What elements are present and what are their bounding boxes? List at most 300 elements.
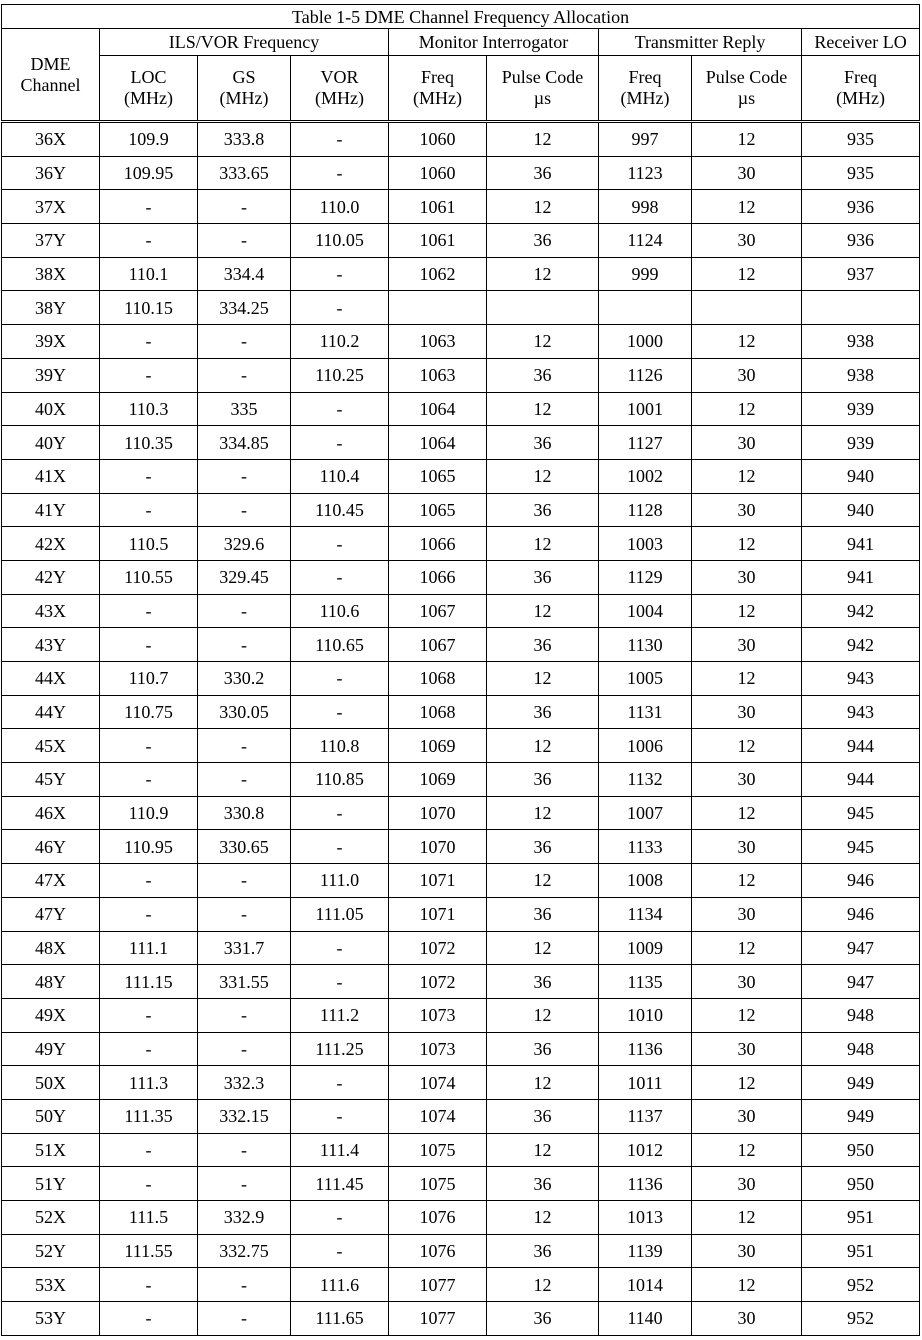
table-row bbox=[2, 122, 920, 157]
cell-transmitter-freq: 1135 bbox=[599, 965, 692, 999]
cell-transmitter-pulse-code: 12 bbox=[692, 998, 802, 1032]
cell-monitor-pulse-code: 12 bbox=[487, 527, 599, 561]
header-transmitter-pulse-code-line2: µs bbox=[737, 88, 756, 108]
cell-loc: - bbox=[100, 729, 198, 763]
cell-loc: - bbox=[100, 864, 198, 898]
header-monitor-pulse-code-line2: µs bbox=[533, 88, 552, 108]
table-row bbox=[2, 1302, 920, 1336]
cell-monitor-freq: 1073 bbox=[389, 1032, 487, 1066]
cell-transmitter-pulse-code: 30 bbox=[692, 493, 802, 527]
cell-monitor-pulse-code: 36 bbox=[487, 763, 599, 797]
header-vor-line1: VOR bbox=[320, 67, 359, 87]
cell-vor: - bbox=[291, 527, 389, 561]
dme-frequency-table bbox=[1, 4, 920, 1336]
cell-transmitter-freq: 1001 bbox=[599, 392, 692, 426]
cell-receiver-freq: 942 bbox=[802, 594, 920, 628]
cell-transmitter-pulse-code: 12 bbox=[692, 1133, 802, 1167]
header-monitor-pulse-code bbox=[487, 56, 599, 122]
cell-transmitter-pulse-code: 30 bbox=[692, 1234, 802, 1268]
cell-gs: - bbox=[198, 224, 291, 258]
cell-transmitter-freq: 1009 bbox=[599, 931, 692, 965]
cell-gs: 333.65 bbox=[198, 156, 291, 190]
cell-receiver-freq: 951 bbox=[802, 1234, 920, 1268]
cell-channel: 45X bbox=[2, 729, 100, 763]
cell-vor: - bbox=[291, 392, 389, 426]
cell-vor: - bbox=[291, 830, 389, 864]
cell-vor: - bbox=[291, 1234, 389, 1268]
cell-monitor-pulse-code: 12 bbox=[487, 662, 599, 696]
cell-receiver-freq: 950 bbox=[802, 1133, 920, 1167]
cell-vor: - bbox=[291, 1201, 389, 1235]
header-transmitter-freq-line1: Freq bbox=[628, 67, 662, 87]
cell-channel: 50Y bbox=[2, 1099, 100, 1133]
cell-loc: 110.75 bbox=[100, 695, 198, 729]
cell-transmitter-freq: 1011 bbox=[599, 1066, 692, 1100]
cell-vor: - bbox=[291, 156, 389, 190]
cell-transmitter-freq: 1013 bbox=[599, 1201, 692, 1235]
cell-loc: - bbox=[100, 1133, 198, 1167]
header-monitor-pulse-code-line1: Pulse Code bbox=[501, 67, 584, 87]
header-vor-line2: (MHz) bbox=[315, 88, 364, 108]
cell-gs: 333.8 bbox=[198, 122, 291, 157]
table-row bbox=[2, 1201, 920, 1235]
cell-channel: 52X bbox=[2, 1201, 100, 1235]
cell-transmitter-freq: 1131 bbox=[599, 695, 692, 729]
cell-monitor-freq: 1062 bbox=[389, 257, 487, 291]
cell-vor: 110.0 bbox=[291, 190, 389, 224]
cell-channel: 44Y bbox=[2, 695, 100, 729]
cell-receiver-freq: 939 bbox=[802, 392, 920, 426]
cell-receiver-freq: 940 bbox=[802, 459, 920, 493]
cell-vor: - bbox=[291, 426, 389, 460]
cell-transmitter-pulse-code bbox=[692, 291, 802, 325]
cell-receiver-freq: 937 bbox=[802, 257, 920, 291]
cell-transmitter-pulse-code: 30 bbox=[692, 763, 802, 797]
cell-transmitter-pulse-code: 12 bbox=[692, 122, 802, 157]
cell-transmitter-pulse-code: 30 bbox=[692, 695, 802, 729]
cell-monitor-pulse-code: 12 bbox=[487, 796, 599, 830]
cell-transmitter-pulse-code: 12 bbox=[692, 459, 802, 493]
cell-transmitter-freq: 1133 bbox=[599, 830, 692, 864]
cell-monitor-freq: 1060 bbox=[389, 122, 487, 157]
cell-gs: 332.9 bbox=[198, 1201, 291, 1235]
cell-monitor-pulse-code: 12 bbox=[487, 1268, 599, 1302]
cell-transmitter-pulse-code: 30 bbox=[692, 628, 802, 662]
cell-receiver-freq: 947 bbox=[802, 931, 920, 965]
cell-monitor-pulse-code: 36 bbox=[487, 965, 599, 999]
cell-vor: 110.85 bbox=[291, 763, 389, 797]
cell-loc: - bbox=[100, 998, 198, 1032]
cell-transmitter-freq: 1007 bbox=[599, 796, 692, 830]
cell-receiver-freq: 950 bbox=[802, 1167, 920, 1201]
cell-receiver-freq: 938 bbox=[802, 325, 920, 359]
cell-transmitter-freq: 1132 bbox=[599, 763, 692, 797]
cell-vor: 110.45 bbox=[291, 493, 389, 527]
cell-transmitter-pulse-code: 12 bbox=[692, 1066, 802, 1100]
cell-transmitter-pulse-code: 12 bbox=[692, 796, 802, 830]
cell-transmitter-pulse-code: 30 bbox=[692, 358, 802, 392]
table-row bbox=[2, 291, 920, 325]
cell-receiver-freq: 940 bbox=[802, 493, 920, 527]
table-row bbox=[2, 1268, 920, 1302]
cell-channel: 47X bbox=[2, 864, 100, 898]
cell-gs: 334.25 bbox=[198, 291, 291, 325]
cell-receiver-freq: 944 bbox=[802, 729, 920, 763]
cell-transmitter-freq: 1136 bbox=[599, 1167, 692, 1201]
cell-transmitter-pulse-code: 12 bbox=[692, 1268, 802, 1302]
cell-transmitter-pulse-code: 30 bbox=[692, 1167, 802, 1201]
cell-loc: 110.3 bbox=[100, 392, 198, 426]
table-row bbox=[2, 1133, 920, 1167]
cell-transmitter-freq: 1140 bbox=[599, 1302, 692, 1336]
cell-transmitter-freq: 1127 bbox=[599, 426, 692, 460]
cell-loc: 109.95 bbox=[100, 156, 198, 190]
cell-monitor-freq: 1068 bbox=[389, 695, 487, 729]
cell-gs: 330.05 bbox=[198, 695, 291, 729]
table-row bbox=[2, 493, 920, 527]
cell-vor: 110.8 bbox=[291, 729, 389, 763]
cell-gs: - bbox=[198, 628, 291, 662]
table-row bbox=[2, 830, 920, 864]
table-row bbox=[2, 156, 920, 190]
cell-monitor-pulse-code: 12 bbox=[487, 864, 599, 898]
cell-loc: - bbox=[100, 1302, 198, 1336]
cell-transmitter-pulse-code: 30 bbox=[692, 156, 802, 190]
header-gs-line1: GS bbox=[232, 67, 256, 87]
group-monitor-interrogator: Monitor Interrogator bbox=[389, 29, 599, 56]
header-receiver-freq-line1: Freq bbox=[844, 67, 878, 87]
cell-transmitter-freq: 1130 bbox=[599, 628, 692, 662]
cell-channel: 42Y bbox=[2, 560, 100, 594]
cell-loc: - bbox=[100, 325, 198, 359]
cell-channel: 43Y bbox=[2, 628, 100, 662]
cell-transmitter-pulse-code: 30 bbox=[692, 426, 802, 460]
table-row bbox=[2, 864, 920, 898]
cell-channel: 47Y bbox=[2, 897, 100, 931]
header-dme-channel-line1: DME bbox=[30, 53, 71, 74]
cell-gs: 334.85 bbox=[198, 426, 291, 460]
cell-loc: 111.5 bbox=[100, 1201, 198, 1235]
cell-monitor-freq: 1065 bbox=[389, 459, 487, 493]
cell-loc: - bbox=[100, 763, 198, 797]
cell-gs: - bbox=[198, 358, 291, 392]
cell-vor: - bbox=[291, 291, 389, 325]
group-transmitter-reply: Transmitter Reply bbox=[599, 29, 802, 56]
cell-receiver-freq: 947 bbox=[802, 965, 920, 999]
cell-monitor-pulse-code: 36 bbox=[487, 426, 599, 460]
cell-channel: 53X bbox=[2, 1268, 100, 1302]
cell-monitor-freq: 1065 bbox=[389, 493, 487, 527]
cell-transmitter-freq: 1010 bbox=[599, 998, 692, 1032]
cell-gs: - bbox=[198, 1302, 291, 1336]
cell-loc: - bbox=[100, 224, 198, 258]
cell-transmitter-pulse-code: 12 bbox=[692, 325, 802, 359]
cell-transmitter-freq: 998 bbox=[599, 190, 692, 224]
cell-vor: - bbox=[291, 796, 389, 830]
cell-channel: 48Y bbox=[2, 965, 100, 999]
cell-channel: 53Y bbox=[2, 1302, 100, 1336]
cell-monitor-freq: 1060 bbox=[389, 156, 487, 190]
cell-receiver-freq: 949 bbox=[802, 1099, 920, 1133]
cell-transmitter-freq: 1005 bbox=[599, 662, 692, 696]
cell-channel: 43X bbox=[2, 594, 100, 628]
cell-monitor-freq: 1061 bbox=[389, 190, 487, 224]
cell-monitor-pulse-code: 36 bbox=[487, 560, 599, 594]
cell-monitor-freq: 1061 bbox=[389, 224, 487, 258]
cell-monitor-pulse-code: 12 bbox=[487, 729, 599, 763]
cell-monitor-pulse-code: 12 bbox=[487, 459, 599, 493]
cell-gs: 330.8 bbox=[198, 796, 291, 830]
cell-channel: 49Y bbox=[2, 1032, 100, 1066]
cell-monitor-freq: 1067 bbox=[389, 628, 487, 662]
cell-gs: - bbox=[198, 1167, 291, 1201]
cell-receiver-freq: 941 bbox=[802, 560, 920, 594]
cell-monitor-pulse-code: 36 bbox=[487, 493, 599, 527]
cell-channel: 40X bbox=[2, 392, 100, 426]
table-row bbox=[2, 527, 920, 561]
cell-monitor-pulse-code: 36 bbox=[487, 830, 599, 864]
cell-monitor-pulse-code: 36 bbox=[487, 358, 599, 392]
cell-receiver-freq: 948 bbox=[802, 1032, 920, 1066]
cell-vor: - bbox=[291, 965, 389, 999]
cell-transmitter-freq: 1128 bbox=[599, 493, 692, 527]
table-row bbox=[2, 662, 920, 696]
header-transmitter-pulse-code-line1: Pulse Code bbox=[705, 67, 788, 87]
cell-channel: 46X bbox=[2, 796, 100, 830]
cell-loc: - bbox=[100, 897, 198, 931]
cell-monitor-pulse-code: 12 bbox=[487, 257, 599, 291]
cell-monitor-freq: 1075 bbox=[389, 1167, 487, 1201]
cell-loc: - bbox=[100, 594, 198, 628]
cell-transmitter-freq: 1136 bbox=[599, 1032, 692, 1066]
table-row bbox=[2, 897, 920, 931]
cell-monitor-pulse-code: 36 bbox=[487, 1302, 599, 1336]
table-row bbox=[2, 1066, 920, 1100]
cell-transmitter-freq: 1014 bbox=[599, 1268, 692, 1302]
cell-monitor-freq: 1066 bbox=[389, 560, 487, 594]
header-monitor-freq-line2: (MHz) bbox=[413, 88, 462, 108]
table-row bbox=[2, 796, 920, 830]
cell-vor: - bbox=[291, 1099, 389, 1133]
cell-channel: 52Y bbox=[2, 1234, 100, 1268]
cell-transmitter-pulse-code: 30 bbox=[692, 1302, 802, 1336]
cell-receiver-freq: 948 bbox=[802, 998, 920, 1032]
cell-transmitter-pulse-code: 12 bbox=[692, 594, 802, 628]
cell-monitor-pulse-code: 36 bbox=[487, 1032, 599, 1066]
cell-monitor-freq: 1072 bbox=[389, 931, 487, 965]
cell-loc: - bbox=[100, 1268, 198, 1302]
cell-monitor-freq: 1077 bbox=[389, 1268, 487, 1302]
cell-monitor-pulse-code: 12 bbox=[487, 1201, 599, 1235]
cell-loc: 110.5 bbox=[100, 527, 198, 561]
cell-loc: 111.55 bbox=[100, 1234, 198, 1268]
cell-gs: 332.15 bbox=[198, 1099, 291, 1133]
table-row bbox=[2, 965, 920, 999]
cell-loc: - bbox=[100, 358, 198, 392]
cell-vor: - bbox=[291, 695, 389, 729]
cell-loc: - bbox=[100, 628, 198, 662]
header-dme-channel bbox=[2, 29, 100, 122]
cell-transmitter-freq: 1137 bbox=[599, 1099, 692, 1133]
cell-transmitter-freq: 997 bbox=[599, 122, 692, 157]
cell-loc: 110.15 bbox=[100, 291, 198, 325]
cell-loc: 111.3 bbox=[100, 1066, 198, 1100]
table-row bbox=[2, 257, 920, 291]
cell-channel: 50X bbox=[2, 1066, 100, 1100]
cell-receiver-freq: 939 bbox=[802, 426, 920, 460]
cell-gs: - bbox=[198, 1133, 291, 1167]
cell-vor: 110.4 bbox=[291, 459, 389, 493]
cell-loc: - bbox=[100, 190, 198, 224]
cell-loc: 111.15 bbox=[100, 965, 198, 999]
cell-channel: 51Y bbox=[2, 1167, 100, 1201]
cell-gs: - bbox=[198, 897, 291, 931]
cell-loc: 110.9 bbox=[100, 796, 198, 830]
cell-receiver-freq: 946 bbox=[802, 897, 920, 931]
table-row bbox=[2, 224, 920, 258]
table-caption: Table 1-5 DME Channel Frequency Allocation bbox=[2, 5, 920, 29]
cell-vor: 111.4 bbox=[291, 1133, 389, 1167]
cell-monitor-freq: 1074 bbox=[389, 1099, 487, 1133]
header-loc bbox=[100, 56, 198, 122]
cell-monitor-pulse-code: 36 bbox=[487, 1234, 599, 1268]
cell-transmitter-pulse-code: 12 bbox=[692, 729, 802, 763]
cell-channel: 49X bbox=[2, 998, 100, 1032]
cell-loc: - bbox=[100, 493, 198, 527]
cell-vor: - bbox=[291, 662, 389, 696]
group-receiver-lo: Receiver LO bbox=[802, 29, 920, 56]
cell-transmitter-pulse-code: 30 bbox=[692, 224, 802, 258]
cell-transmitter-pulse-code: 12 bbox=[692, 1201, 802, 1235]
header-loc-line1: LOC bbox=[130, 67, 167, 87]
cell-receiver-freq: 949 bbox=[802, 1066, 920, 1100]
cell-gs: 330.65 bbox=[198, 830, 291, 864]
cell-monitor-freq: 1070 bbox=[389, 830, 487, 864]
table-row bbox=[2, 358, 920, 392]
cell-vor: - bbox=[291, 931, 389, 965]
cell-transmitter-freq: 1000 bbox=[599, 325, 692, 359]
header-receiver-freq bbox=[802, 56, 920, 122]
table-row bbox=[2, 998, 920, 1032]
cell-loc: - bbox=[100, 1167, 198, 1201]
cell-gs: 335 bbox=[198, 392, 291, 426]
cell-vor: 110.2 bbox=[291, 325, 389, 359]
cell-channel: 45Y bbox=[2, 763, 100, 797]
cell-transmitter-pulse-code: 12 bbox=[692, 931, 802, 965]
cell-monitor-pulse-code: 36 bbox=[487, 695, 599, 729]
cell-vor: 110.6 bbox=[291, 594, 389, 628]
cell-gs: 329.45 bbox=[198, 560, 291, 594]
cell-monitor-pulse-code: 12 bbox=[487, 325, 599, 359]
cell-receiver-freq: 943 bbox=[802, 662, 920, 696]
cell-vor: 111.0 bbox=[291, 864, 389, 898]
cell-vor: 111.05 bbox=[291, 897, 389, 931]
cell-gs: 332.75 bbox=[198, 1234, 291, 1268]
header-monitor-freq-line1: Freq bbox=[421, 67, 454, 87]
cell-channel: 41X bbox=[2, 459, 100, 493]
table-row bbox=[2, 931, 920, 965]
cell-monitor-pulse-code: 36 bbox=[487, 897, 599, 931]
cell-loc: 109.9 bbox=[100, 122, 198, 157]
cell-transmitter-freq: 1139 bbox=[599, 1234, 692, 1268]
cell-transmitter-pulse-code: 30 bbox=[692, 1032, 802, 1066]
header-dme-channel-line2: Channel bbox=[20, 74, 81, 95]
cell-channel: 38X bbox=[2, 257, 100, 291]
cell-receiver-freq: 936 bbox=[802, 190, 920, 224]
cell-monitor-freq: 1069 bbox=[389, 729, 487, 763]
cell-transmitter-freq: 1124 bbox=[599, 224, 692, 258]
cell-vor: 110.25 bbox=[291, 358, 389, 392]
header-transmitter-freq-line2: (MHz) bbox=[620, 88, 670, 108]
cell-gs: - bbox=[198, 459, 291, 493]
cell-monitor-freq: 1064 bbox=[389, 426, 487, 460]
cell-monitor-pulse-code: 12 bbox=[487, 190, 599, 224]
cell-transmitter-freq: 1003 bbox=[599, 527, 692, 561]
cell-monitor-freq: 1077 bbox=[389, 1302, 487, 1336]
cell-gs: 330.2 bbox=[198, 662, 291, 696]
cell-transmitter-pulse-code: 12 bbox=[692, 257, 802, 291]
cell-vor: - bbox=[291, 122, 389, 157]
cell-gs: - bbox=[198, 325, 291, 359]
cell-vor: 110.05 bbox=[291, 224, 389, 258]
cell-channel: 51X bbox=[2, 1133, 100, 1167]
cell-monitor-pulse-code: 12 bbox=[487, 1133, 599, 1167]
table-row bbox=[2, 729, 920, 763]
cell-receiver-freq: 945 bbox=[802, 830, 920, 864]
cell-gs: 332.3 bbox=[198, 1066, 291, 1100]
cell-receiver-freq: 945 bbox=[802, 796, 920, 830]
cell-monitor-pulse-code: 12 bbox=[487, 931, 599, 965]
cell-channel: 39Y bbox=[2, 358, 100, 392]
cell-channel: 36Y bbox=[2, 156, 100, 190]
table-row bbox=[2, 695, 920, 729]
table-row bbox=[2, 560, 920, 594]
cell-loc: 110.7 bbox=[100, 662, 198, 696]
cell-loc: 111.1 bbox=[100, 931, 198, 965]
header-gs bbox=[198, 56, 291, 122]
cell-monitor-freq: 1071 bbox=[389, 864, 487, 898]
header-receiver-freq-line2: (MHz) bbox=[836, 88, 886, 108]
cell-loc: 110.95 bbox=[100, 830, 198, 864]
cell-transmitter-freq: 1002 bbox=[599, 459, 692, 493]
cell-receiver-freq: 938 bbox=[802, 358, 920, 392]
header-transmitter-pulse-code bbox=[692, 56, 802, 122]
cell-channel: 37X bbox=[2, 190, 100, 224]
table-row bbox=[2, 628, 920, 662]
cell-gs: - bbox=[198, 1268, 291, 1302]
cell-gs: 331.7 bbox=[198, 931, 291, 965]
header-monitor-freq bbox=[389, 56, 487, 122]
header-gs-line2: (MHz) bbox=[219, 88, 269, 108]
cell-monitor-pulse-code: 36 bbox=[487, 156, 599, 190]
cell-monitor-pulse-code: 12 bbox=[487, 1066, 599, 1100]
cell-monitor-pulse-code: 36 bbox=[487, 224, 599, 258]
cell-vor: - bbox=[291, 257, 389, 291]
cell-monitor-freq: 1063 bbox=[389, 325, 487, 359]
cell-transmitter-pulse-code: 30 bbox=[692, 1099, 802, 1133]
cell-gs: 329.6 bbox=[198, 527, 291, 561]
cell-gs: - bbox=[198, 729, 291, 763]
cell-monitor-pulse-code: 12 bbox=[487, 392, 599, 426]
cell-transmitter-pulse-code: 12 bbox=[692, 527, 802, 561]
cell-monitor-freq: 1074 bbox=[389, 1066, 487, 1100]
cell-vor: 111.45 bbox=[291, 1167, 389, 1201]
table-row bbox=[2, 1167, 920, 1201]
cell-monitor-pulse-code: 36 bbox=[487, 628, 599, 662]
cell-monitor-freq: 1070 bbox=[389, 796, 487, 830]
cell-receiver-freq: 936 bbox=[802, 224, 920, 258]
cell-monitor-pulse-code: 36 bbox=[487, 1167, 599, 1201]
